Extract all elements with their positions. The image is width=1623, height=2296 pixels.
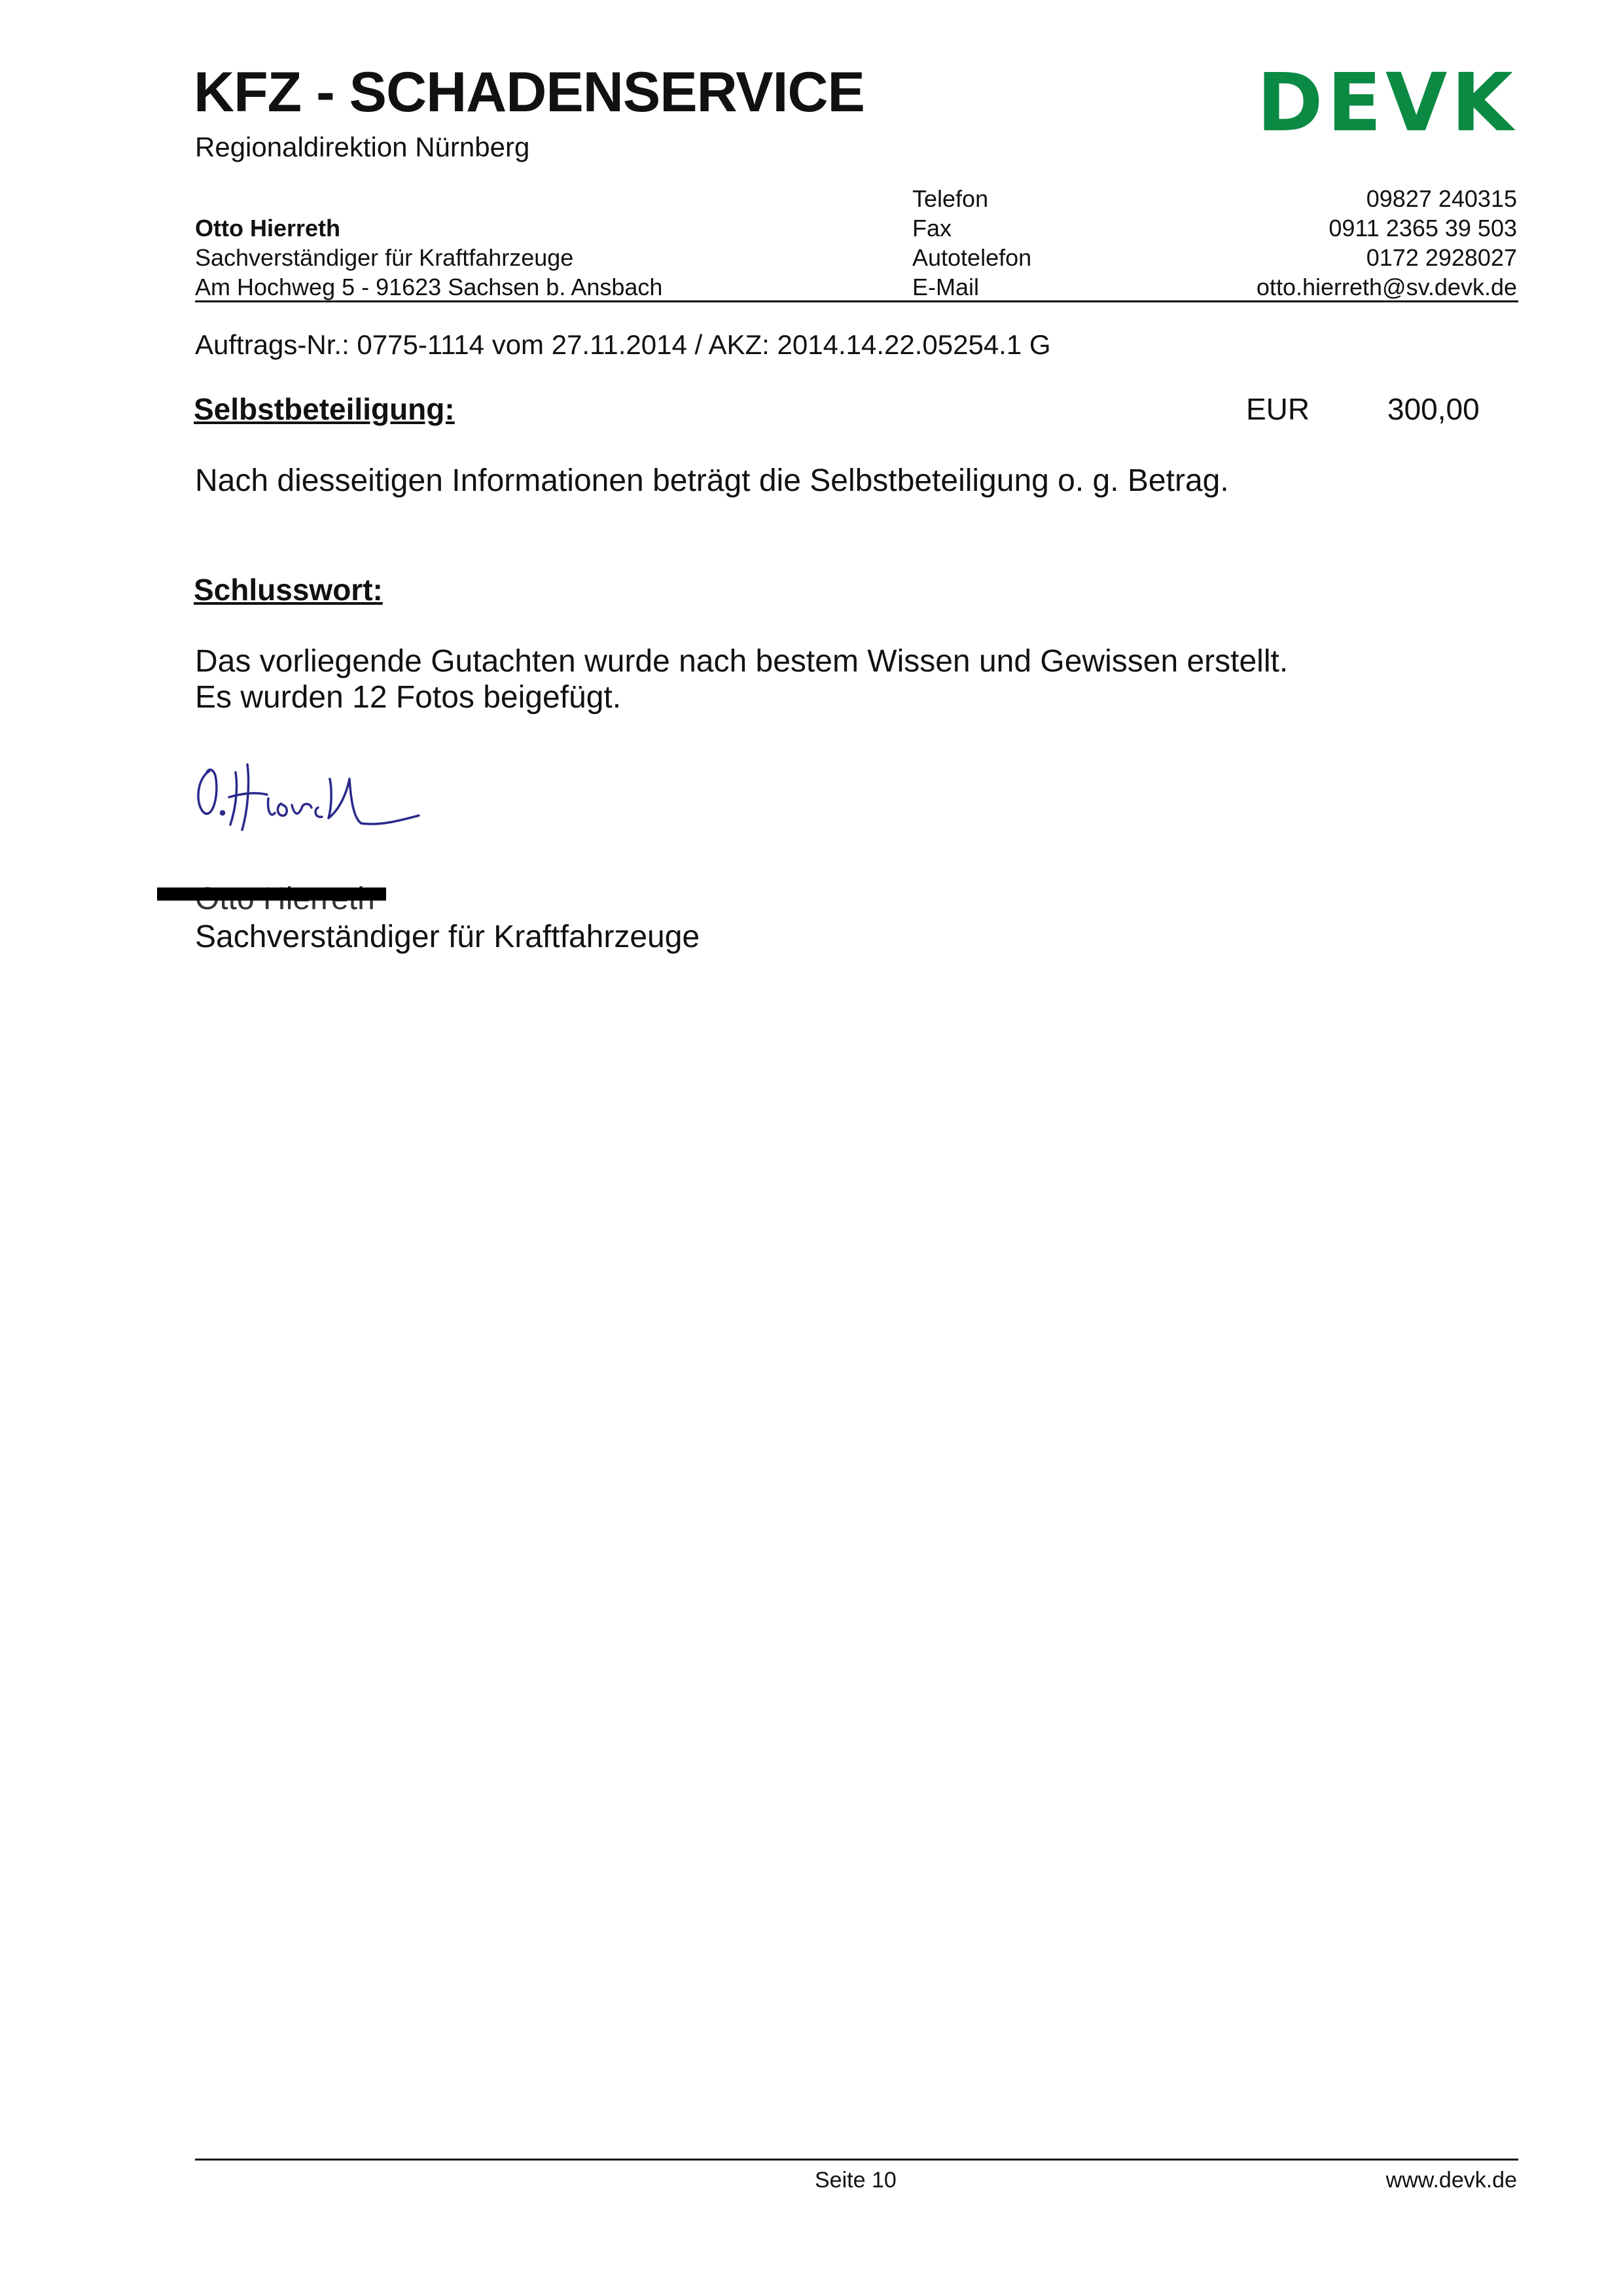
contact-label-phone: Telefon — [912, 185, 989, 212]
contact-value-phone: 09827 240315 — [1366, 185, 1517, 212]
regional-office: Regionaldirektion Nürnberg — [195, 132, 530, 162]
header-divider — [195, 300, 1518, 302]
page-number: Seite 10 — [815, 2168, 897, 2193]
expert-name: Otto Hierreth — [195, 215, 341, 242]
closing-line-2: Es wurden 12 Fotos beigefügt. — [195, 680, 622, 715]
deductible-amount: 300,00 — [1387, 392, 1480, 426]
contact-label-fax: Fax — [912, 215, 952, 242]
contact-value-fax: 0911 2365 39 503 — [1329, 215, 1517, 242]
handwritten-signature — [190, 753, 425, 844]
order-reference: Auftrags-Nr.: 0775-1114 vom 27.11.2014 / AKZ: 2014.14.22.05254.1 G — [195, 329, 1051, 360]
contact-value-carphone: 0172 2928027 — [1366, 244, 1517, 271]
expert-role: Sachverständiger für Kraftfahrzeuge — [195, 244, 574, 271]
expert-address: Am Hochweg 5 - 91623 Sachsen b. Ansbach — [195, 274, 663, 300]
closing-line-1: Das vorliegende Gutachten wurde nach bestem Wissen und Gewissen erstellt. — [195, 644, 1289, 679]
deductible-heading: Selbstbeteiligung: — [194, 392, 455, 426]
closing-heading: Schlusswort: — [194, 573, 383, 607]
contact-label-carphone: Autotelefon — [912, 244, 1032, 271]
footer-website[interactable]: www.devk.de — [1385, 2168, 1517, 2193]
footer-divider — [195, 2159, 1518, 2161]
deductible-currency: EUR — [1246, 392, 1310, 426]
contact-label-email: E-Mail — [912, 274, 980, 300]
deductible-text: Nach diesseitigen Informationen beträgt die Selbstbeteiligung o. g. Betrag. — [195, 463, 1229, 498]
document-title: KFZ - SCHADENSERVICE — [194, 61, 865, 124]
signatory-role: Sachverständiger für Kraftfahrzeuge — [195, 920, 700, 954]
devk-logo: DEVK — [1257, 56, 1517, 149]
contact-value-email[interactable]: otto.hierreth@sv.devk.de — [1256, 274, 1517, 300]
redaction-bar — [157, 888, 386, 901]
